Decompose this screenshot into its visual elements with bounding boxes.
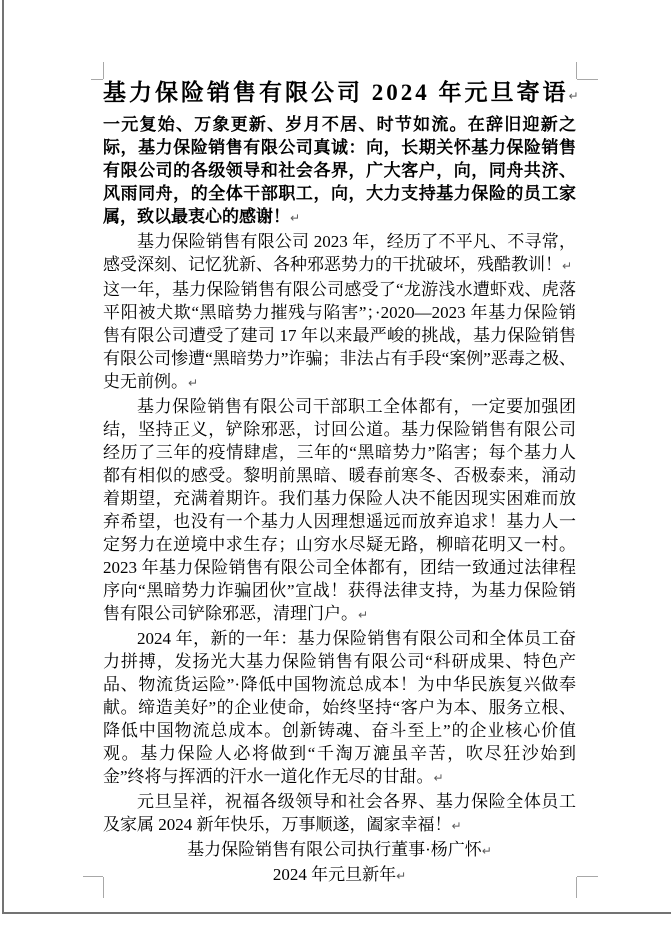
paragraph-mark-icon: ↵	[358, 608, 369, 622]
crop-mark-bottom-right	[576, 877, 577, 898]
paragraph-mark-icon: ↵	[568, 89, 579, 103]
paragraph-2023-review[interactable]	[103, 230, 576, 278]
paragraph-mark-icon: ↵	[290, 211, 301, 225]
paragraph-text: 基力保险销售有限公司执行董事·杨广怀	[187, 840, 482, 859]
crop-mark-top-right	[577, 79, 598, 80]
signature-line[interactable]	[103, 838, 576, 863]
paragraph-mark-icon: ↵	[562, 259, 573, 273]
paragraph-text: 这一年，基力保险销售有限公司感受了“龙游浅水遭虾戏、虎落平阳被犬欺“黑暗势力摧残与陷害”；·2020—2023 年基力保险销售有限公司遭受了建司 17 年以来最严峻的挑战，基力保险销售有限公司惨遭“黑暗势力”诈骗；非法占有手段“案例”恶毒之极、史无前例。	[103, 280, 576, 391]
paragraph-2024-outlook[interactable]	[103, 627, 576, 790]
document-text-area[interactable]	[103, 76, 579, 888]
crop-mark-bottom-left	[83, 876, 103, 877]
paragraph-text: 2024 年元旦新年	[272, 865, 397, 884]
paragraph-mark-icon: ↵	[188, 376, 199, 390]
paragraph-dark-forces[interactable]	[103, 278, 576, 395]
paragraph-mark-icon: ↵	[433, 771, 444, 785]
paragraph-text: 一元复始、万象更新、岁月不居、时节如流。在辞旧迎新之际，基力保险销售有限公司真诚：向，长期关怀基力保险销售有限公司的各级领导和社会各界，广大客户，向，同舟共济、风雨同舟，的全体干部职工，向，大力支持基力保险的员工家属，致以最衷心的感谢！	[103, 115, 576, 226]
crop-mark-bottom-right	[577, 876, 598, 877]
paragraph-text: 2024 年，新的一年：基力保险销售有限公司和全体员工奋力拼搏，发扬光大基力保险销售有限公司“科研成果、特色产品、物流货运险”·降低中国物流总成本！为中华民族复兴做奉献。缔造美好”的企业使命，始终坚持“客户为本、服务立根、降低中国物流总成本。创新铸魂、奋斗至上”的企业核心价值观。基力保险人必将做到“千淘万漉虽辛苦，吹尽狂沙始到金”终将与挥洒的汗水一道化作无尽的甘甜。	[103, 629, 576, 786]
paragraph-mark-icon: ↵	[396, 869, 407, 883]
crop-mark-top-left	[91, 79, 103, 80]
paragraph-opening-greeting[interactable]	[103, 113, 576, 230]
page-bottom-edge	[2, 912, 671, 914]
paragraph-mark-icon: ↵	[481, 844, 492, 858]
paragraph-unity-resolve[interactable]	[103, 395, 576, 627]
crop-mark-top-right	[576, 62, 577, 79]
page-left-edge	[2, 0, 4, 912]
paragraph-text: 基力保险销售有限公司干部职工全体都有，一定要加强团结，坚持正义，铲除邪恶，讨回公道。基力保险销售有限公司经历了三年的疫情肆虐，三年的“黑暗势力”陷害；每个基力人都有相似的感受。黎明前黑暗、暖春前寒冬、否极泰来，涌动着期望，充满着期许。我们基力保险人决不能因现实困难而放弃希望，也没有一个基力人因理想遥远而放弃追求！基力人一定努力在逆境中求生存；山穷水尽疑无路，柳暗花明又一村。2023 年基力保险销售有限公司全体都有，团结一致通过法律程序向“黑暗势力诈骗团伙”宣战！获得法律支持，为基力保险销售有限公司铲除邪恶，清理门户。	[103, 397, 576, 623]
paragraph-text: 元旦呈祥，祝福各级领导和社会各界、基力保险全体员工及家属 2024 新年快乐，万事顺遂，阖家幸福！	[103, 792, 576, 834]
document-title-text: 基力保险销售有限公司 2024 年元旦寄语	[103, 80, 569, 105]
paragraph-new-year-wishes[interactable]	[103, 790, 576, 838]
paragraph-text: 基力保险销售有限公司 2023 年，经历了不平凡、不寻常，感受深刻、记忆犹新、各种邪恶势力的干扰破坏，残酷教训！	[103, 232, 576, 274]
paragraph-mark-icon: ↵	[451, 819, 462, 833]
document-title	[103, 76, 579, 113]
date-line[interactable]	[103, 863, 576, 888]
